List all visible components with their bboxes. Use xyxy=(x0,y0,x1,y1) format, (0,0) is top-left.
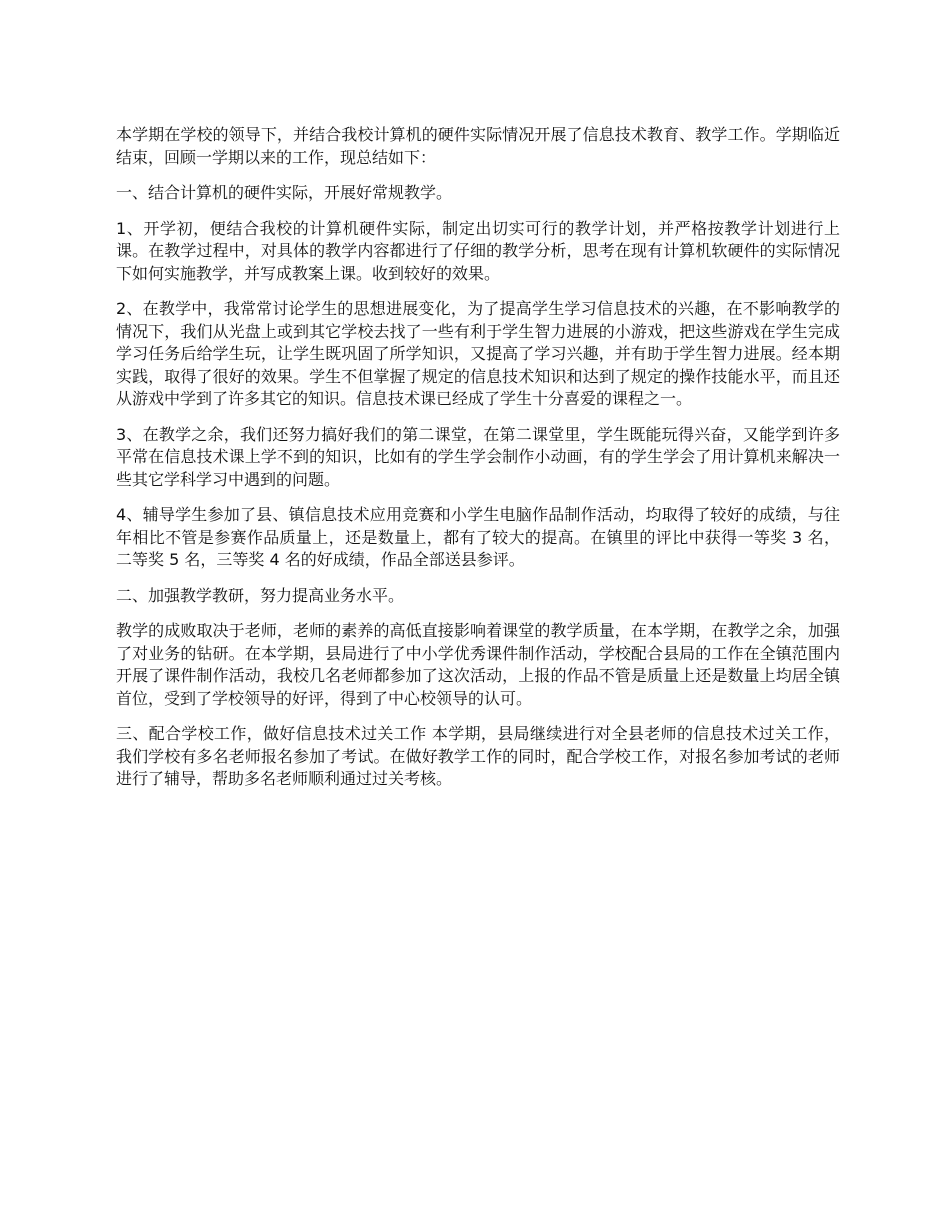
item-paragraph-1: 1、开学初，便结合我校的计算机硬件实际，制定出切实可行的教学计划，并严格按教学计划进行上课。在教学过程中，对具体的教学内容都进行了仔细的教学分析，思考在现有计算机软硬件的实际情况下如何实施教学，并写成教案上课。收到较好的效果。 xyxy=(116,218,840,283)
item-paragraph-2: 2、在教学中，我常常讨论学生的思想进展变化，为了提高学生学习信息技术的兴趣，在不影响教学的情况下，我们从光盘上或到其它学校去找了一些有利于学生智力进展的小游戏，把这些游戏在学生完成学习任务后给学生玩，让学生既巩固了所学知识，又提高了学习兴趣，并有助于学生智力进展。经本期实践，取得了很好的效果。学生不但掌握了规定的信息技术知识和达到了规定的操作技能水平，而且还从游戏中学到了许多其它的知识。信息技术课已经成了学生十分喜爱的课程之一。 xyxy=(116,299,840,408)
intro-paragraph: 本学期在学校的领导下，并结合我校计算机的硬件实际情况开展了信息技术教育、教学工作。学期临近结束，回顾一学期以来的工作，现总结如下： xyxy=(116,125,840,167)
section-heading-2: 二、加强教学教研，努力提高业务水平。 xyxy=(116,585,405,605)
section-heading-1: 一、结合计算机的硬件实际，开展好常规教学。 xyxy=(116,183,453,202)
item-paragraph-4: 4、辅导学生参加了县、镇信息技术应用竞赛和小学生电脑作品制作活动，均取得了较好的成绩，与往年相比不管是参赛作品质量上，还是数量上，都有了较大的提高。在镇里的评比中获得一等奖 3 名，二等奖 5 名，三等奖 4 名的好成绩，作品全部送县参评。 xyxy=(116,505,840,569)
section-2-paragraph: 教学的成败取决于老师，老师的素养的高低直接影响着课堂的教学质量，在本学期，在教学之余，加强了对业务的钻研。在本学期，县局进行了中小学优秀课件制作活动，学校配合县局的工作在全镇范围内开展了课件制作活动，我校几名老师都参加了这次活动，上报的作品不管是质量上还是数量上均居全镇首位，受到了学校领导的好评，得到了中心校领导的认可。 xyxy=(116,621,840,708)
section-3-paragraph: 三、配合学校工作，做好信息技术过关工作 本学期，县局继续进行对全县老师的信息技术过关工作，我们学校有多名老师报名参加了考试。在做好教学工作的同时，配合学校工作，对报名参加考试的老师进行了辅导，帮助多名老师顺利通过过关考核。 xyxy=(116,724,840,788)
item-paragraph-3: 3、在教学之余，我们还努力搞好我们的第二课堂，在第二课堂里，学生既能玩得兴奋，又能学到许多平常在信息技术课上学不到的知识，比如有的学生学会制作小动画，有的学生学会了用计算机来解决一些其它学科学习中遇到的问题。 xyxy=(116,424,840,489)
document-page xyxy=(116,124,840,804)
